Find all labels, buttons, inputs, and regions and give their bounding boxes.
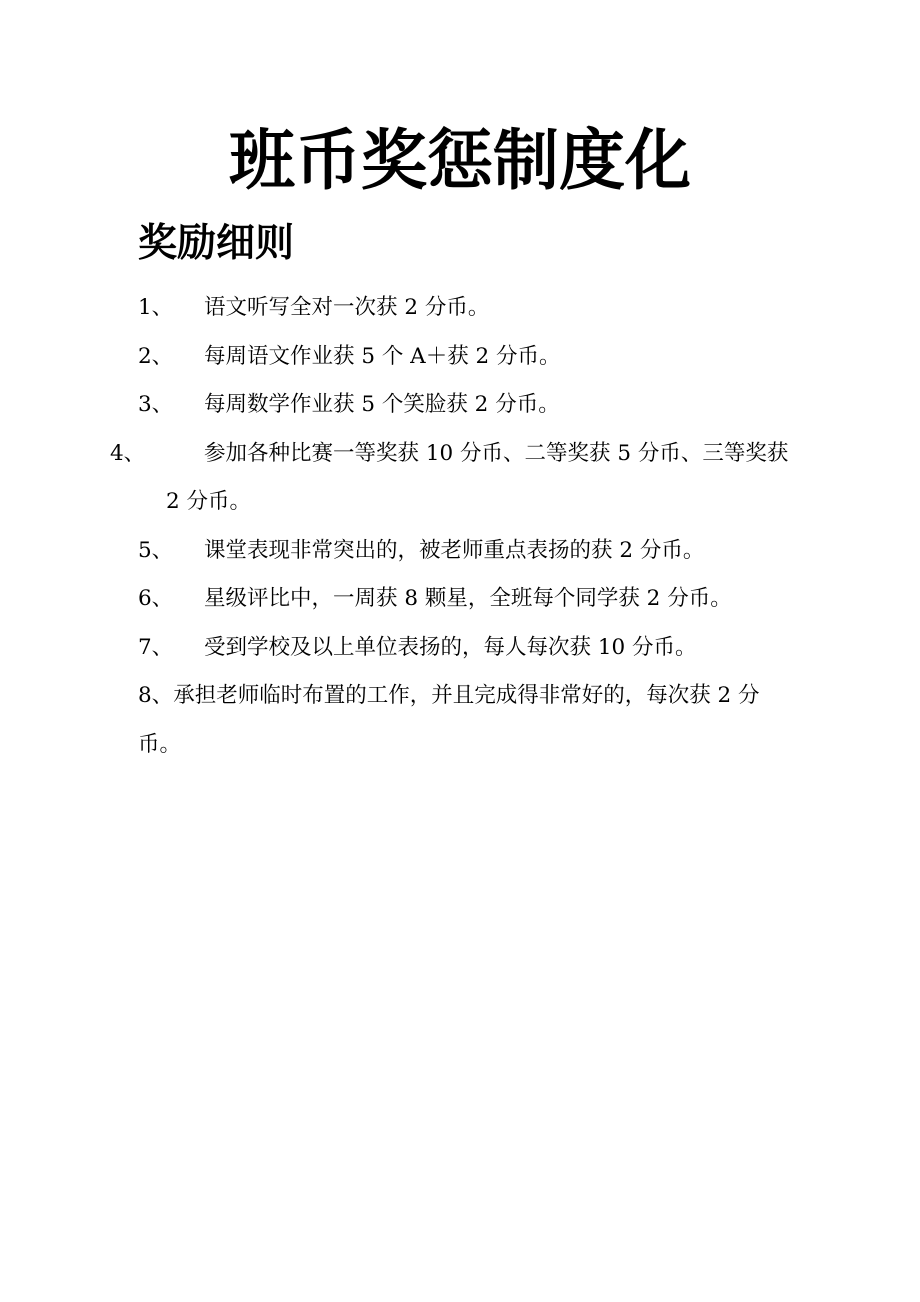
rule-item-6 [138, 575, 798, 624]
rule-number: 7、 [138, 634, 174, 660]
rule-text: 星级评比中，一周获 8 颗星，全班每个同学获 2 分币。 [204, 586, 732, 611]
rule-item-5 [138, 527, 798, 576]
rule-text: 受到学校及以上单位表扬的，每人每次获 10 分币。 [204, 634, 697, 660]
rule-item-7 [138, 624, 798, 673]
rule-number: 5、 [138, 537, 174, 563]
rule-text: 语文听写全对一次获 2 分币。 [204, 295, 490, 320]
rule-item-4 [110, 430, 798, 527]
rule-text: 每周数学作业获 5 个笑脸获 2 分币。 [204, 392, 560, 417]
rule-item-1 [138, 284, 798, 333]
section-heading: 奖励细则 [138, 221, 295, 266]
rule-number: 2、 [138, 343, 174, 369]
rule-number: 6、 [138, 586, 174, 611]
reward-rules-list [110, 284, 798, 769]
rule-item-2 [138, 333, 798, 382]
rule-text: 课堂表现非常突出的，被老师重点表扬的获 2 分币。 [204, 537, 705, 563]
rule-number: 1、 [138, 295, 174, 320]
rule-item-3 [138, 381, 798, 430]
rule-text: 参加各种比赛一等奖获 10 分币、二等奖获 5 分币、三等奖获 2 分币。 [166, 440, 789, 514]
rule-text: 承担老师临时布置的工作，并且完成得非常好的，每次获 2 分币。 [138, 683, 760, 757]
rule-number: 8、 [138, 683, 174, 708]
rule-item-8 [138, 672, 798, 769]
document-title: 班币奖惩制度化 [229, 122, 691, 199]
rule-text: 每周语文作业获 5 个 A＋获 2 分币。 [204, 343, 561, 369]
rule-number: 3、 [138, 392, 174, 417]
rule-number: 4、 [110, 440, 146, 466]
